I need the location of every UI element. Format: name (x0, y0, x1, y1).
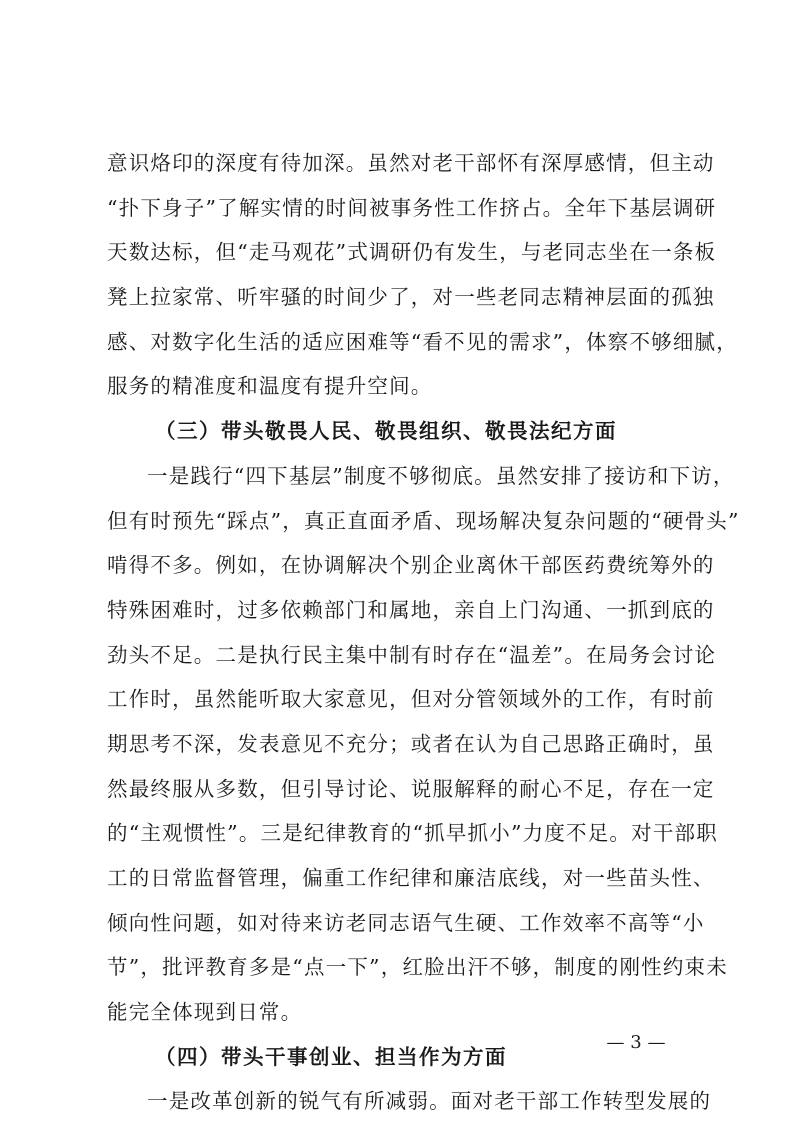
body-text (107, 141, 740, 1124)
paragraph-line: “扑下身子”了解实情的时间被事务性工作挤占。全年下基层调研 (107, 195, 717, 220)
paragraph-line: 工的日常监督管理，偏重工作纪律和廉洁底线，对一些苗头性、 (107, 866, 715, 890)
paragraph-line: 劲头不足。二是执行民主集中制有时存在“温差”。在局务会讨论 (107, 642, 717, 667)
paragraph-line: 感、对数字化生活的适应困难等“看不见的需求”，体察不够细腻， (107, 329, 738, 354)
paragraph-line: 一是践行“四下基层”制度不够彻底。虽然安排了接访和下访， (147, 463, 735, 488)
paragraph-line: 期思考不深，发表意见不充分；或者在认为自己思路正确时，虽 (107, 731, 715, 756)
paragraph-line: 工作时，虽然能听取大家意见，但对分管领域外的工作，有时前 (107, 687, 715, 712)
paragraph-line: 啃得不多。例如，在协调解决个别企业离休干部医药费统筹外的 (107, 553, 715, 578)
paragraph-line: 凳上拉家常、听牢骚的时间少了，对一些老同志精神层面的孤独 (107, 285, 715, 310)
paragraph-line: 倾向性问题，如对待来访老同志语气生硬、工作效率不高等“小 (107, 910, 705, 935)
paragraph-line: 然最终服从多数，但引导讨论、说服解释的耐心不足，存在一定 (107, 776, 715, 801)
section-heading: （四）带头干事创业、担当作为方面 (155, 1044, 507, 1069)
paragraph-line: 但有时预先“踩点”，真正直面矛盾、现场解决复杂问题的“硬骨头” (107, 508, 740, 533)
paragraph-line: 天数达标，但“走马观花”式调研仍有发生，与老同志坐在一条板 (107, 240, 717, 265)
paragraph-line: 特殊困难时，过多依赖部门和属地，亲自上门沟通、一抓到底的 (107, 597, 715, 622)
paragraph-line: 意识烙印的深度有待加深。虽然对老干部怀有深厚感情，但主动 (107, 151, 715, 175)
section-heading: （三）带头敬畏人民、敬畏组织、敬畏法纪方面 (155, 419, 617, 444)
paragraph-line: 的“主观惯性”。三是纪律教育的“抓早抓小”力度不足。对干部职 (107, 821, 718, 846)
paragraph-line: 一是改革创新的锐气有所减弱。面对老干部工作转型发展的 (147, 1089, 712, 1114)
paragraph-line: 服务的精准度和温度有提升空间。 (107, 374, 433, 399)
page-number: — 3 — (606, 1032, 666, 1053)
paragraph-line: 节”，批评教育多是“点一下”，红脸出汗不够，制度的刚性约束未 (107, 955, 728, 980)
paragraph-line: 能完全体现到日常。 (107, 1000, 303, 1025)
